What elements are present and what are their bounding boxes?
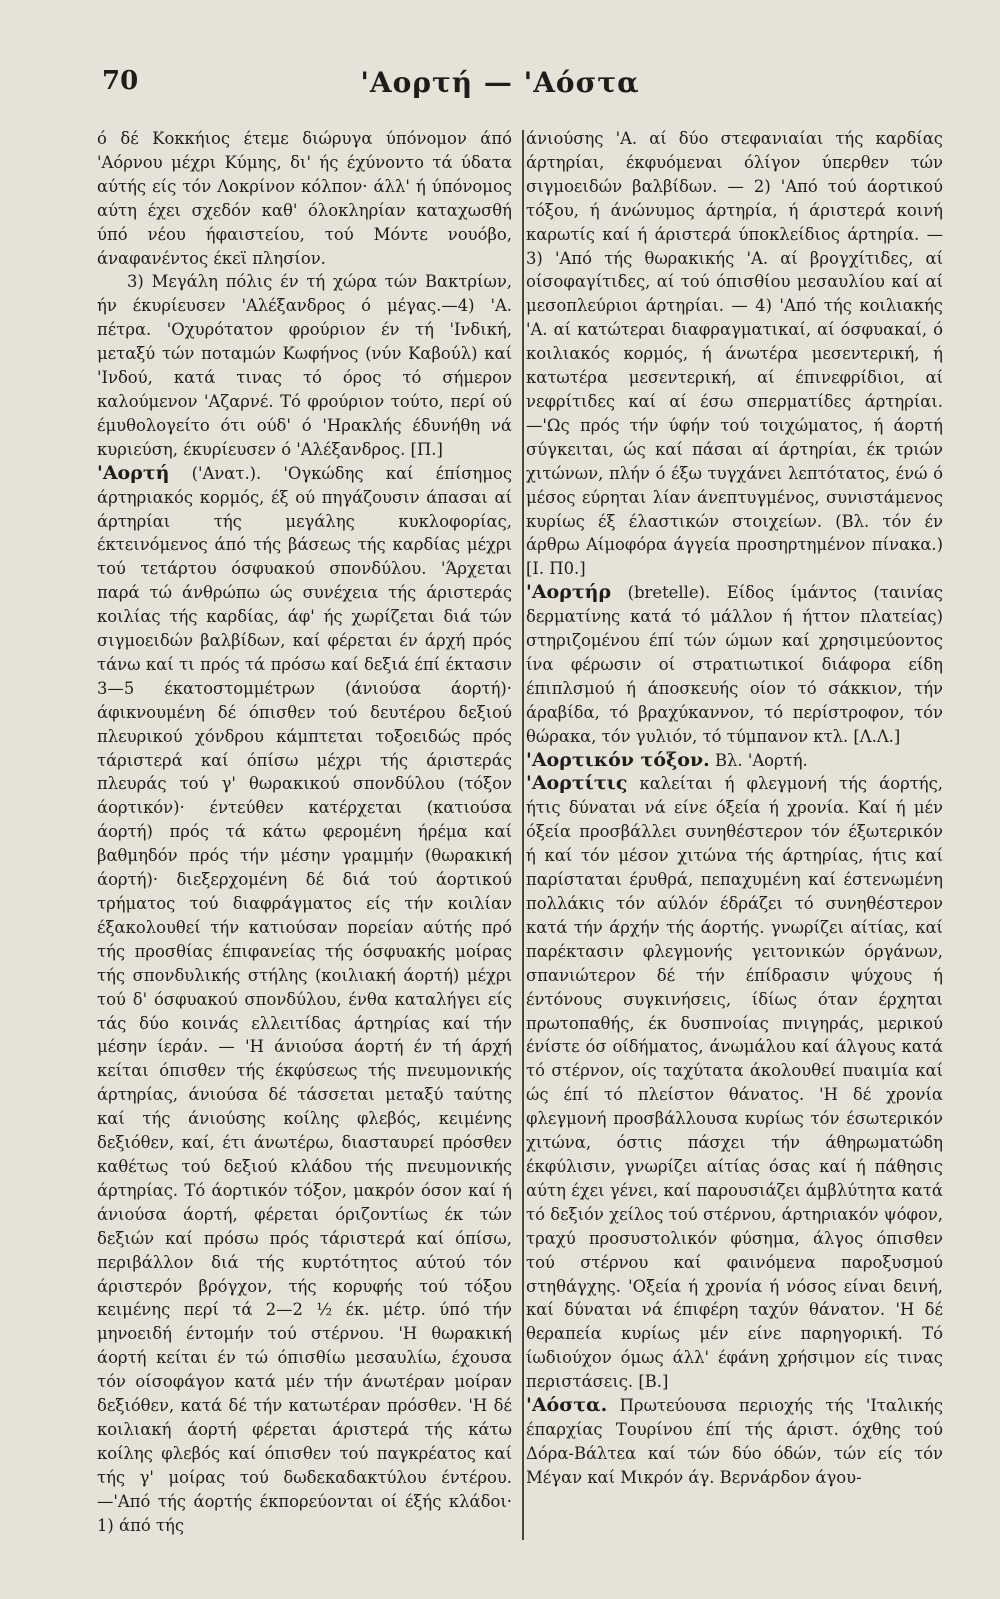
paragraph: [97, 127, 512, 270]
paragraph: [97, 270, 512, 461]
entry-aortitis: [526, 772, 943, 1394]
entry-text: καλείται ή φλεγμονή τής άορτής, ήτις δύναται νά είνε όξεία ή χρονία. Καί ή μέν όξεία προσβάλλει συνηθέστερον τόν έξωτερικόν ή καί τόν μέσον χιτώνα τής άρτηρίας, ήτις καί παρίσταται έρυθρά, πεπαχυμένη καί έστενωμένη πολλάκις τόν αύλόν έδράζει τό συνηθέστερον κατά τήν άρχήν τής άορτής. γνωρίζει αίτίας, καί παρέκτασιν φλεγμονής γειτονικών όργάνων, σπανιώτερον δέ τήν έπίδρασιν ψύχους ή έντόνους συγκινήσεις, ίδίως όταν έρχηται πρωτοπαθής, έκ δυσπνοίας πνιγηράς, μερικού ένίστε όσ οίδήματος, άνωμάλου καί άλγους κατά τό στέρνον, οίς ταχύτατα άκολουθεί πυαιμία καί ώς έπί τό πλείστον θάνατος. 'Η δέ χρονία φλεγμονή προσβάλλουσα κυρίως τόν έσωτερικόν χιτώνα, όστις πάσχει τήν άθηρωματώδη έκφύλισιν, γνωρίζει αίτίας όσας καί ή πάθησις αύτη έχει γένει, καί παρουσιάζει άμβλύτητα κατά τό δεξιόν χείλος τού στέρνου, άρτηριακόν ψόφον, τραχύ προσυστολικόν φύσημα, άλγος όπισθεν τού στέρνου καί φαινόμενα παροξυσμού στηθάγχης. 'Οξεία ή χρονία ή νόσος είναι δεινή, καί δύναται νά έπιφέρη ταχύν θάνατον. 'Η δέ θεραπεία κυρίως μέν είνε παρηγορική. Τό ίωδιούχον όμως άλλ' έφάνη χρήσιμον είς τινας περιστάσεις. [Β.]: [526, 774, 943, 1392]
left-column: [97, 127, 512, 1537]
entry-text: (bretelle). Είδος ίμάντος (ταινίας δερματίνης κατά τό μάλλον ή ήττον πλατείας) στηριζομένου έπί τών ώμων καί χρησιμεύοντος ίνα φέρωσιν οί στρατιωτικοί διάφορα είδη έπιπλσμού ή άποσκευής οίον τό σάκκιον, τήν άραβίδα, τό βραχύκαννον, τό περίστροφον, τόν θώρακα, τόν γυλιόν, τό τύμπανον κτλ. [Λ.Λ.]: [526, 583, 943, 746]
paragraph: [526, 127, 943, 581]
entry-headword: 'Αορτικόν τόξον.: [526, 748, 710, 771]
entry-aorti: [97, 462, 512, 1538]
entry-text: ('Ανατ.). 'Ογκώδης καί έπίσημος άρτηριακός κορμός, έξ ού πηγάζουσιν άπασαι αί άρτηρίαι τής μεγάλης κυκλοφορίας, έκτεινόμενος άπό τής βάσεως τής καρδίας μέχρι τού τετάρτου όσφυακού σπονδύλου. 'Άρχεται παρά τώ άνθρώπω ώς συνέχεια τής άριστεράς κοιλίας τής καρδίας, άφ' ής χωρίζεται διά τών σιγμοειδών βαλβίδων, καί φέρεται έν άρχή πρός τάνω καί τι πρός τά πρόσω καί δεξιά έπί έκτασιν 3—5 έκατοστομμέτρων (άνιούσα άορτή)· άφικνουμένη δέ όπισθεν τού δευτέρου δεξιού πλευρικού χόνδρου κάμπτεται τοξοειδώς πρός τάριστερά καί όπίσω μέχρι τής άριστεράς πλευράς τού γ' θωρακικού σπονδύλου (τόξον άορτικόν)· έντεύθεν κατέρχεται (κατιούσα άορτή) πρός τά κάτω φερομένη ήρέμα καί βαθμηδόν πρός τήν μέσην γραμμήν (θωρακική άορτή)· διεξερχομένη δέ διά τού άορτικού τρήματος τού διαφράγματος είς τήν κοιλίαν έξακολουθεί τήν κατιούσαν πορείαν αύτής πρό τής προσθίας έπιφανείας τής όσφυακής μοίρας τής σπονδυλικής στήλης (κοιλιακή άορτή) μέχρι τού δ' όσφυακού σπονδύλου, ένθα καταλήγει είς τάς δύο κοινάς ελλειτίδας άρτηρίας καί τήν μέσην ίεράν. — 'Η άνιούσα άορτή έν τή άρχή κείται όπισθεν τής έκφύσεως τής πνευμονικής άρτηρίας, άνιούσα δέ τάσσεται μεταξύ ταύτης καί τής άνιούσης κοίλης φλεβός, κειμένης δεξιόθεν, καί, έτι άνωτέρω, διασταυρεί πρόσθεν καθέτως τού δεξιού κλάδου τής πνευμονικής άρτηρίας. Τό άορτικόν τόξον, μακρόν όσον καί ή άνιούσα άορτή, φέρεται όριζοντίως έκ τών δεξιών καί πρόσω πρός τάριστερά καί όπίσω, περιβάλλον διά τής κυρτότητος αύτού τόν άριστερόν βρόγχον, τής κορυφής τού τόξου κειμένης περί τά 2—2 ½ έκ. μέτρ. ύπό τήν μηνοειδή έντομήν τού στέρνου. 'Η θωρακική άορτή κείται έν τώ όπισθίω μεσαυλίω, έχουσα τόν οίσοφάγον κατά μέν τήν άνωτέραν μοίραν δεξιόθεν, κατά δέ τήν κατωτέραν πρόσθεν. 'Η δέ κοιλιακή άορτή φέρεται άριστερά τής κάτω κοίλης φλεβός καί όπισθεν τού παγκρέατος καί τής γ' μοίρας τού δωδεκαδακτύλου έντέρου.—'Από τής άορτής έκπορεύονται οί έξής κλάδοι· 1) άπό τής: [97, 463, 513, 1535]
entry-headword: 'Αορτίτις: [526, 772, 628, 795]
entry-text: Πρωτεύουσα περιοχής τής 'Ιταλικής έπαρχίας Τουρίνου έπί τής άριστ. όχθης τού Δόρα-Βάλτεα καί τών δύο όδών, τών είς τόν Μέγαν καί Μικρόν άγ. Βερνάρδον άγου-: [526, 1396, 944, 1487]
entry-aosta: [526, 1394, 943, 1490]
entry-headword: 'Αορτήρ: [526, 581, 612, 604]
column-divider: [522, 130, 524, 1540]
paragraph-text: 3) Μεγάλη πόλις έν τή χώρα τών Βακτρίων, ήν έκυρίευσεν 'Αλέξανδρος ό μέγας.—4) 'Α. πέτρα. 'Οχυρότατον φρούριον έν τή 'Ινδική, μεταξύ τών ποταμών Κωφήνος (νύν Καβούλ) καί 'Ινδού, κατά τινας τό όρος τό σήμερον καλούμενον 'Αζαρνέ. Τό φρούριον τούτο, περί ού έμυθολογείτο ότι ούδ' ό 'Ηρακλής έδυνήθη νά κυριεύση, έκυρίευσεν ό 'Αλέξανδρος. [Π.]: [97, 272, 512, 459]
entry-aortikon-toxon: [526, 749, 943, 773]
page-number: 70: [102, 66, 139, 96]
paragraph-text: άνιούσης 'Α. αί δύο στεφανιαίαι τής καρδίας άρτηρίαι, έκφυόμεναι όλίγον ύπερθεν τών σιγμοειδών βαλβίδων. — 2) 'Από τού άορτικού τόξου, ή άνώνυμος άρτηρία, ή άριστερά κοινή καρωτίς καί ή άριστερά ύποκλείδιος άρτηρία. —3) 'Από τής θωρακικής 'Α. αί βρογχίτιδες, αί οίσοφαγίτιδες, αί τού όπισθίου μεσαυλίου καί αί μεσοπλεύριοι άρτηρίαι. — 4) 'Από τής κοιλιακής 'Α. αί κατώτεραι διαφραγματικαί, αί όσφυακαί, ό κοιλιακός κορμός, ή άνωτέρα μεσεντερική, ή κατωτέρα μεσεντερική, αί έπινεφρίδιοι, αί νεφρίτιδες καί αί έσω σπερματίδες άρτηρίαι.—'Ως πρός τήν ύφήν τού τοιχώματος, ή άορτή σύγκειται, ώς καί πάσαι αί άρτηρίαι, έκ τριών χιτώνων, πλήν ό έξω τυγχάνει λεπτότατος, ένώ ό μέσος εύρηται λίαν άνεπτυγμένος, συνιστάμενος κυρίως έξ έλαστικών στοιχείων. (Βλ. τόν έν άρθρω Αίμοφόρα άγγεία προσηρτημένον πίνακα.) [Ι. Π0.]: [526, 129, 943, 579]
right-column: [526, 127, 943, 1490]
entry-headword: 'Αορτή: [97, 461, 170, 484]
running-title: 'Αορτή — 'Αόστα: [360, 66, 640, 99]
entry-headword: 'Αόστα.: [526, 1394, 608, 1417]
entry-aortir: [526, 581, 943, 748]
entry-text: Βλ. 'Αορτή.: [714, 750, 808, 770]
paragraph-text: ό δέ Κοκκήιος έτεμε διώρυγα ύπόνομον άπό 'Αόρνου μέχρι Κύμης, δι' ής έχύνοντο τά ύδατα αύτής είς τόν Λοκρίνον κόλπον· άλλ' ή ύπόνομος αύτη έχει σχεδόν καθ' όλοκληρίαν καταχωσθή ύπό νέου ήφαιστείου, τού Μόντε νουόβο, άναφανέντος έκεϊ πλησίον.: [97, 129, 512, 268]
page-header: [0, 66, 1000, 106]
